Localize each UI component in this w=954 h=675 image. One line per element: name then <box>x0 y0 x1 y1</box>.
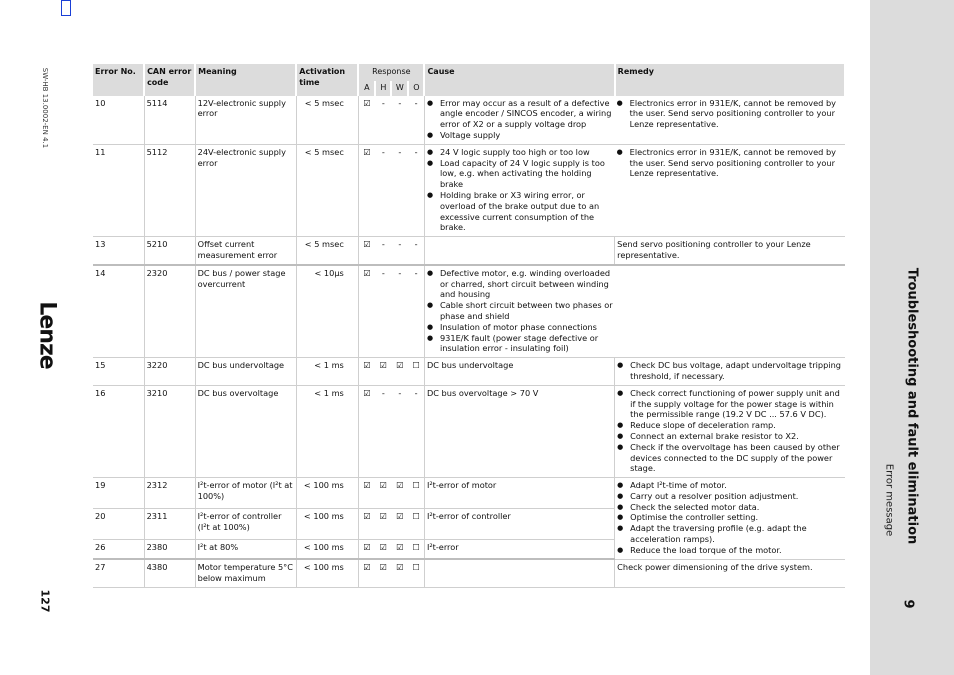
response-a: ☑ <box>358 509 375 540</box>
activation-time: < 100 ms <box>296 478 358 509</box>
remedy-list <box>617 388 843 474</box>
can-code: 2320 <box>144 265 195 358</box>
cause: DC bus undervoltage <box>424 358 614 386</box>
response-a: ☑ <box>358 265 375 358</box>
remedy-list <box>617 360 843 382</box>
list-item: ● Adapt the traversing profile (e.g. adapt the acceleration ramps). <box>617 523 843 545</box>
response-w: - <box>391 265 408 358</box>
response-a: ☑ <box>358 540 375 559</box>
list-item: ● Holding brake or X3 wiring error, or overload of the brake output due to an excessive current consumption of the brake. <box>427 190 613 233</box>
activation-time: < 5 msec <box>296 144 358 236</box>
activation-time: < 1 ms <box>296 385 358 477</box>
cause: DC bus overvoltage > 70 V <box>424 385 614 477</box>
remedy <box>615 265 845 358</box>
meaning: I²t-error of controller (I²t at 100%) <box>195 509 296 540</box>
meaning: 12V-electronic supply error <box>195 96 296 145</box>
response-h: - <box>375 237 391 265</box>
meaning: I²t-error of motor (I²t at 100%) <box>195 478 296 509</box>
response-o: - <box>408 237 424 265</box>
response-o: ☐ <box>408 478 424 509</box>
section-title: Error message <box>883 463 895 537</box>
response-w: ☑ <box>391 540 408 559</box>
table-row <box>93 144 845 236</box>
activation-time: < 10µs <box>296 265 358 358</box>
response-o: ☐ <box>408 509 424 540</box>
activation-time: < 100 ms <box>296 559 358 587</box>
response-w: ☑ <box>391 509 408 540</box>
error-no: 16 <box>93 385 144 477</box>
header-response-h: H <box>375 81 391 96</box>
remedy-list <box>617 98 843 130</box>
response-o: - <box>408 385 424 477</box>
activation-time: < 5 msec <box>296 237 358 265</box>
meaning: DC bus undervoltage <box>195 358 296 386</box>
document-id: SW-HB 13.0002-EN 4.1 <box>41 67 49 149</box>
list-item: ● Check correct functioning of power supply unit and if the supply voltage for the power stage is within the permissible range (19.2 V DC ... 57.6 V DC). <box>617 388 843 420</box>
remedy-list <box>617 147 843 179</box>
response-a: ☑ <box>358 559 375 587</box>
response-w: ☑ <box>391 559 408 587</box>
list-item: ● Insulation of motor phase connections <box>427 322 613 333</box>
table-row <box>93 385 845 477</box>
list-item: ● Carry out a resolver position adjustment. <box>617 491 843 502</box>
error-no: 19 <box>93 478 144 509</box>
header-activation: Activation time <box>296 64 358 96</box>
response-h: ☑ <box>375 478 391 509</box>
chapter-title: Troubleshooting and fault elimination <box>904 267 920 545</box>
list-item: ● 931E/K fault (power stage defective or insulation error - insulating foil) <box>427 333 613 355</box>
response-a: ☑ <box>358 385 375 477</box>
activation-time: < 100 ms <box>296 540 358 559</box>
can-code: 2311 <box>144 509 195 540</box>
list-item: ● Error may occur as a result of a defective angle encoder / SINCOS encoder, a wiring error of X2 or a supply voltage drop <box>427 98 613 130</box>
bookmark-marker-icon[interactable] <box>61 0 71 16</box>
remedy-list <box>617 480 843 556</box>
error-no: 26 <box>93 540 144 559</box>
activation-time: < 5 msec <box>296 96 358 145</box>
list-item: ● Check if the overvoltage has been caused by other devices connected to the DC supply of the power stage. <box>617 442 843 474</box>
error-no: 27 <box>93 559 144 587</box>
error-no: 15 <box>93 358 144 386</box>
error-no: 10 <box>93 96 144 145</box>
error-no: 14 <box>93 265 144 358</box>
cause: I²t-error of controller <box>424 509 614 540</box>
response-a: ☑ <box>358 237 375 265</box>
error-no: 13 <box>93 237 144 265</box>
list-item: ● Cable short circuit between two phases or phase and shield <box>427 300 613 322</box>
lenze-logo: Lenze <box>34 301 60 369</box>
header-error-no: Error No. <box>93 64 144 96</box>
list-item: ● Electronics error in 931E/K, cannot be removed by the user. Send servo positioning controller to your Lenze representative. <box>617 147 843 179</box>
remedy <box>615 385 845 477</box>
list-item: ● Optimise the controller setting. <box>617 512 843 523</box>
meaning: DC bus / power stage overcurrent <box>195 265 296 358</box>
table-row <box>93 265 845 358</box>
response-w: - <box>391 237 408 265</box>
response-o: - <box>408 144 424 236</box>
activation-time: < 100 ms <box>296 509 358 540</box>
response-o: ☐ <box>408 559 424 587</box>
table-row <box>93 559 845 587</box>
error-table <box>93 64 846 588</box>
response-w: - <box>391 96 408 145</box>
list-item: ● Check the selected motor data. <box>617 502 843 513</box>
response-h: - <box>375 385 391 477</box>
can-code: 4380 <box>144 559 195 587</box>
response-a: ☑ <box>358 144 375 236</box>
header-can-code: CAN error code <box>144 64 195 96</box>
can-code: 3210 <box>144 385 195 477</box>
remedy <box>615 96 845 145</box>
can-code: 2380 <box>144 540 195 559</box>
cause: I²t-error <box>424 540 614 559</box>
cause <box>424 96 614 145</box>
list-item: ● Reduce the load torque of the motor. <box>617 545 843 556</box>
response-h: ☑ <box>375 540 391 559</box>
header-response-a: A <box>358 81 375 96</box>
response-w: ☑ <box>391 478 408 509</box>
response-o: - <box>408 265 424 358</box>
can-code: 5112 <box>144 144 195 236</box>
response-a: ☑ <box>358 96 375 145</box>
error-no: 11 <box>93 144 144 236</box>
list-item: ● Voltage supply <box>427 130 613 141</box>
list-item: ● Adapt I²t-time of motor. <box>617 480 843 491</box>
cause <box>424 559 614 587</box>
can-code: 5210 <box>144 237 195 265</box>
remedy <box>615 358 845 386</box>
header-response-w: W <box>391 81 408 96</box>
meaning: 24V-electronic supply error <box>195 144 296 236</box>
remedy: Check power dimensioning of the drive system. <box>615 559 845 587</box>
remedy <box>615 478 845 560</box>
meaning: Offset current measurement error <box>195 237 296 265</box>
list-item: ● Connect an external brake resistor to X2. <box>617 431 843 442</box>
list-item: ● 24 V logic supply too high or too low <box>427 147 613 158</box>
table-row <box>93 478 845 509</box>
table-row <box>93 358 845 386</box>
meaning: DC bus overvoltage <box>195 385 296 477</box>
response-a: ☑ <box>358 478 375 509</box>
response-h: ☑ <box>375 509 391 540</box>
can-code: 5114 <box>144 96 195 145</box>
chapter-number: 9 <box>900 599 916 609</box>
response-h: ☑ <box>375 358 391 386</box>
header-cause: Cause <box>424 64 614 96</box>
can-code: 3220 <box>144 358 195 386</box>
remedy: Send servo positioning controller to your Lenze representative. <box>615 237 845 265</box>
cause <box>424 265 614 358</box>
cause <box>424 237 614 265</box>
can-code: 2312 <box>144 478 195 509</box>
list-item: ● Reduce slope of deceleration ramp. <box>617 420 843 431</box>
response-a: ☑ <box>358 358 375 386</box>
response-h: - <box>375 144 391 236</box>
page-number: 127 <box>38 589 52 613</box>
list-item: ● Check DC bus voltage, adapt undervoltage tripping threshold, if necessary. <box>617 360 843 382</box>
response-o: ☐ <box>408 358 424 386</box>
cause-list <box>427 147 613 233</box>
cause: I²t-error of motor <box>424 478 614 509</box>
header-response-o: O <box>408 81 424 96</box>
cause <box>424 144 614 236</box>
cause-list <box>427 268 613 354</box>
error-no: 20 <box>93 509 144 540</box>
activation-time: < 1 ms <box>296 358 358 386</box>
header-remedy: Remedy <box>615 64 845 96</box>
table-row <box>93 237 845 265</box>
response-h: ☑ <box>375 559 391 587</box>
header-meaning: Meaning <box>195 64 296 96</box>
response-w: ☑ <box>391 358 408 386</box>
response-o: - <box>408 96 424 145</box>
meaning: Motor temperature 5°C below maximum <box>195 559 296 587</box>
error-table-body <box>93 96 845 588</box>
response-o: ☐ <box>408 540 424 559</box>
response-w: - <box>391 385 408 477</box>
response-w: - <box>391 144 408 236</box>
list-item: ● Load capacity of 24 V logic supply is too low, e.g. when activating the holding brake <box>427 158 613 190</box>
list-item: ● Electronics error in 931E/K, cannot be removed by the user. Send servo positioning controller to your Lenze representative. <box>617 98 843 130</box>
header-response: Response <box>358 64 424 81</box>
remedy <box>615 144 845 236</box>
meaning: I²t at 80% <box>195 540 296 559</box>
cause-list <box>427 98 613 141</box>
list-item: ● Defective motor, e.g. winding overloaded or charred, short circuit between winding and housing <box>427 268 613 300</box>
table-row <box>93 96 845 145</box>
response-h: - <box>375 265 391 358</box>
response-h: - <box>375 96 391 145</box>
